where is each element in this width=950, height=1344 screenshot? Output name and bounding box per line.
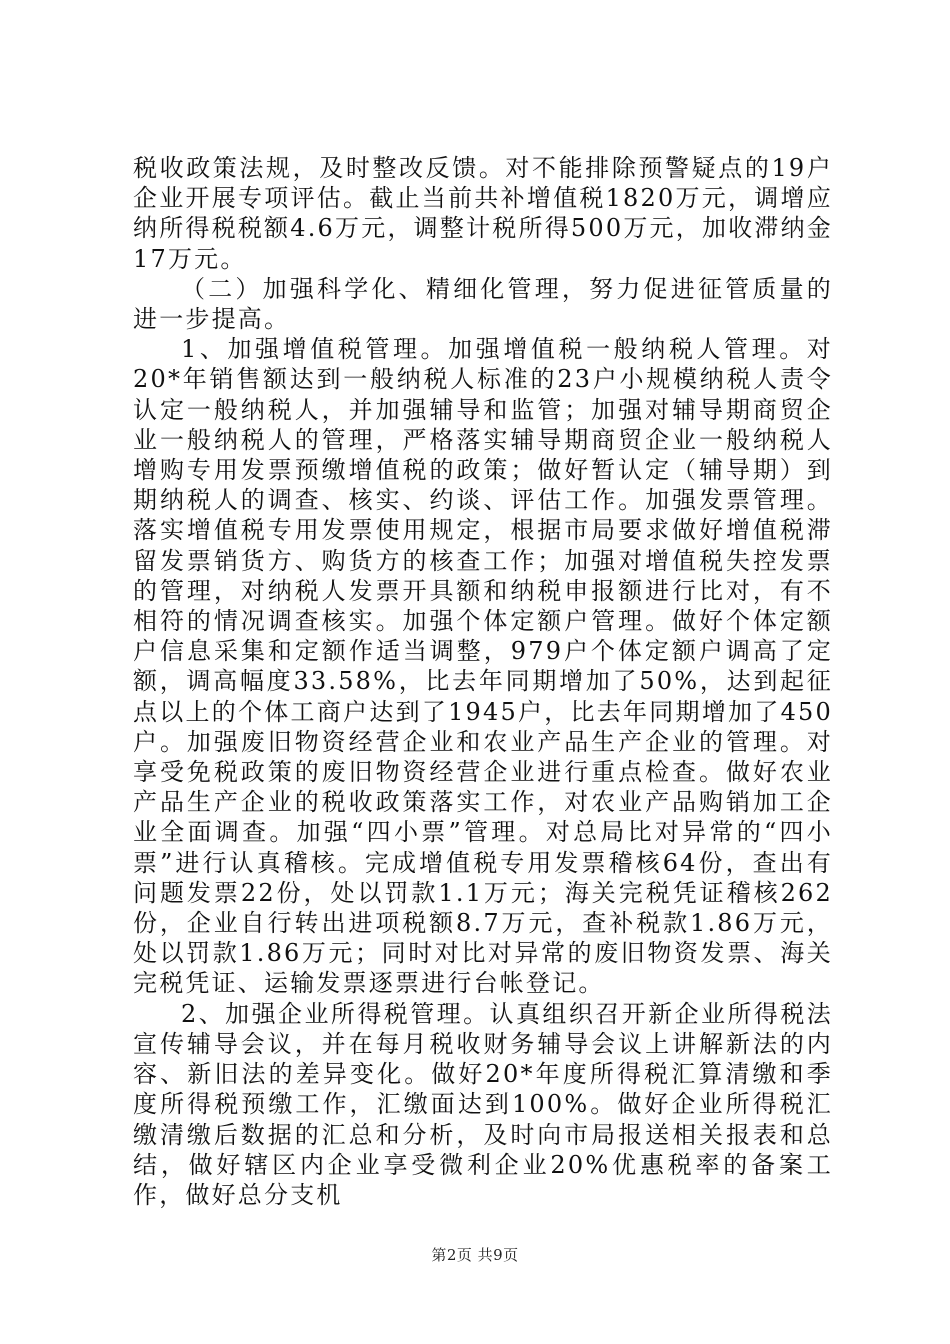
paragraph-continued: 税收政策法规，及时整改反馈。对不能排除预警疑点的19户企业开展专项评估。截止当前共补增值税1820万元，调增应纳所得税税额4.6万元，调整计税所得500万元，加收滞纳金17万元。 bbox=[133, 154, 833, 273]
paragraph-income-tax-management: 2、加强企业所得税管理。认真组织召开新企业所得税法宣传辅导会议，并在每月税收财务辅导会议上讲解新法的内容、新旧法的差异变化。做好20*年度所得税汇算清缴和季度所得税预缴工作，汇缴面达到100%。做好企业所得税汇缴清缴后数据的汇总和分析，及时向市局报送相关报表和总结，做好辖区内企业享受微利企业20%优惠税率的备案工作，做好总分支机 bbox=[133, 999, 833, 1209]
document-body bbox=[133, 153, 833, 1210]
section-heading-2: （二）加强科学化、精细化管理，努力促进征管质量的进一步提高。 bbox=[133, 274, 833, 334]
page-number-footer: 第2页 共9页 bbox=[431, 1246, 519, 1264]
paragraph-vat-management: 1、加强增值税管理。加强增值税一般纳税人管理。对20*年销售额达到一般纳税人标准的23户小规模纳税人责令认定一般纳税人，并加强辅导和监管；加强对辅导期商贸企业一般纳税人的管理，严格落实辅导期商贸企业一般纳税人增购专用发票预缴增值税的政策；做好暂认定（辅导期）到期纳税人的调查、核实、约谈、评估工作。加强发票管理。落实增值税专用发票使用规定，根据市局要求做好增值税滞留发票销货方、购货方的核查工作；加强对增值税失控发票的管理，对纳税人发票开具额和纳税申报额进行比对，有不相符的情况调查核实。加强个体定额户管理。做好个体定额户信息采集和定额作适当调整，979户个体定额户调高了定额，调高幅度33.58%，比去年同期增加了50%，达到起征点以上的个体工商户达到了1945户，比去年同期增加了450户。加强废旧物资经营企业和农业产品生产企业的管理。对享受免税政策的废旧物资经营企业进行重点检查。做好农业产品生产企业的税收政策落实工作，对农业产品购销加工企业全面调查。加强“四小票”管理。对总局比对异常的“四小票”进行认真稽核。完成增值税专用发票稽核64份，查出有问题发票22份，处以罚款1.1万元；海关完税凭证稽核262份，企业自行转出进项税额8.7万元，查补税款1.86万元，处以罚款1.86万元；同时对比对异常的废旧物资发票、海关完税凭证、运输发票逐票进行台帐登记。 bbox=[133, 335, 833, 998]
